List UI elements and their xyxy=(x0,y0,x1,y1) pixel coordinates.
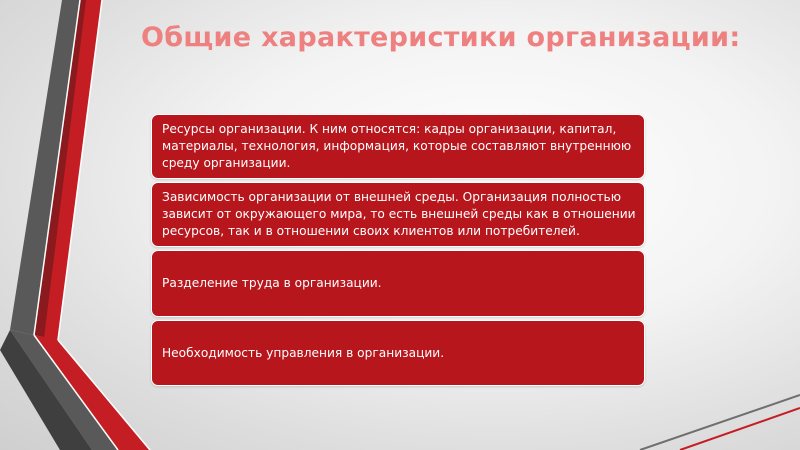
list-item xyxy=(151,320,645,386)
list-item-text: Ресурсы организации. К ним относятся: кадры организации, капитал, материалы, технология, информация, которые составляют внутреннюю среду организации. xyxy=(162,122,632,170)
list-item xyxy=(151,114,645,179)
list-item xyxy=(151,182,645,247)
right-line-red xyxy=(680,408,800,450)
list-item xyxy=(151,250,645,317)
page-title: Общие характеристики организации: xyxy=(141,22,741,53)
list-item-text: Необходимость управления в организации. xyxy=(162,345,445,360)
right-line-dark xyxy=(640,395,800,450)
list-item-text: Разделение труда в организации. xyxy=(162,276,382,290)
list-item-text: Зависимость организации от внешней среды. Организация полностью зависит от окружающего мира, то есть внешней среды как в отношении ресурсов, так и в отношении своих клиентов или потребителей. xyxy=(162,190,636,238)
